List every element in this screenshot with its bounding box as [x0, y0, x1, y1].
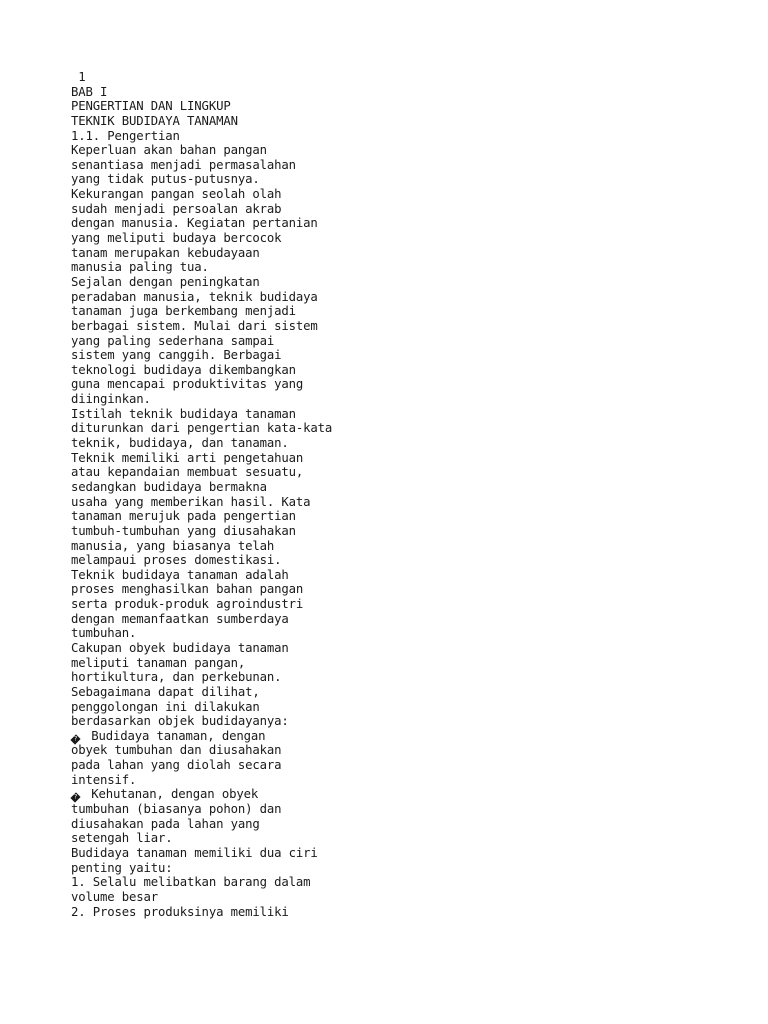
text-line: Sejalan dengan peningkatan [71, 274, 260, 289]
text-line: atau kepandaian membuat sesuatu, [71, 465, 304, 480]
text-line: Teknik memiliki arti pengetahuan [71, 450, 304, 465]
text-line: tumbuhan. [71, 626, 137, 641]
text-line: sedangkan budidaya bermakna [71, 479, 267, 494]
text-line: peradaban manusia, teknik budidaya [71, 289, 318, 304]
text-line: guna mencapai produktivitas yang [71, 377, 304, 392]
text-line: yang tidak putus-putusnya. [71, 172, 260, 187]
text-line: tanam merupakan kebudayaan [71, 245, 260, 260]
text-line: obyek tumbuhan dan diusahakan [71, 743, 282, 758]
text-line: penggolongan ini dilakukan [71, 699, 260, 714]
text-line [71, 729, 731, 744]
text-line: dengan manusia. Kegiatan pertanian [71, 216, 318, 231]
chapter-title-line: PENGERTIAN DAN LINGKUP [71, 99, 231, 114]
text-line: meliputi tanaman pangan, [71, 655, 246, 670]
text-line: teknik, budidaya, dan tanaman. [71, 436, 289, 451]
text-line: manusia paling tua. [71, 260, 209, 275]
text-line: tanaman juga berkembang menjadi [71, 304, 296, 319]
bullet-text: Budidaya tanaman, dengan [84, 728, 266, 743]
text-line: sistem yang canggih. Berbagai [71, 348, 282, 363]
text-line: hortikultura, dan perkebunan. [71, 670, 282, 685]
text-line: manusia, yang biasanya telah [71, 538, 275, 553]
text-line: melampaui proses domestikasi. [71, 553, 282, 568]
text-line: volume besar [71, 889, 159, 904]
text-line: penting yaitu: [71, 860, 173, 875]
text-line: diturunkan dari pengertian kata-kata [71, 421, 333, 436]
text-line: intensif. [71, 772, 137, 787]
text-line: Sebagaimana dapat dilihat, [71, 684, 260, 699]
chapter-label: BAB I [71, 84, 108, 99]
text-line: serta produk-produk agroindustri [71, 597, 304, 612]
text-line: sudah menjadi persoalan akrab [71, 201, 282, 216]
text-line: yang paling sederhana sampai [71, 333, 275, 348]
text-line: senantiasa menjadi permasalahan [71, 157, 296, 172]
text-line: Kekurangan pangan seolah olah [71, 187, 282, 202]
text-line: dengan memanfaatkan sumberdaya [71, 611, 289, 626]
text-line: 1. Selalu melibatkan barang dalam [71, 875, 311, 890]
text-line: teknologi budidaya dikembangkan [71, 362, 296, 377]
bullet-text: Kehutanan, dengan obyek [84, 787, 259, 802]
text-line: diusahakan pada lahan yang [71, 816, 260, 831]
text-line: Istilah teknik budidaya tanaman [71, 406, 296, 421]
text-line: proses menghasilkan bahan pangan [71, 582, 304, 597]
text-line: berbagai sistem. Mulai dari sistem [71, 318, 318, 333]
text-line: tumbuhan (biasanya pohon) dan [71, 802, 282, 817]
text-line: 2. Proses produksinya memiliki [71, 904, 289, 919]
text-line: Teknik budidaya tanaman adalah [71, 567, 289, 582]
text-line [71, 787, 731, 802]
text-line: tumbuh-tumbuhan yang diusahakan [71, 523, 296, 538]
text-line: pada lahan yang diolah secara [71, 758, 282, 773]
text-line: Budidaya tanaman memiliki dua ciri [71, 845, 318, 860]
bullet-icon: ? [70, 734, 80, 744]
text-line: tanaman merujuk pada pengertian [71, 509, 296, 524]
text-line: usaha yang memberikan hasil. Kata [71, 494, 311, 509]
chapter-title-line: TEKNIK BUDIDAYA TANAMAN [71, 113, 238, 128]
text-line: Cakupan obyek budidaya tanaman [71, 640, 289, 655]
text-line: Keperluan akan bahan pangan [71, 143, 267, 158]
page-number: 1 [71, 70, 86, 84]
section-heading: 1.1. Pengertian [71, 128, 180, 143]
bullet-icon: ? [70, 793, 80, 803]
text-line: diinginkan. [71, 392, 151, 407]
document-page [71, 70, 731, 919]
text-line: setengah liar. [71, 831, 173, 846]
text-line: berdasarkan objek budidayanya: [71, 714, 289, 729]
text-line: yang meliputi budaya bercocok [71, 231, 282, 246]
